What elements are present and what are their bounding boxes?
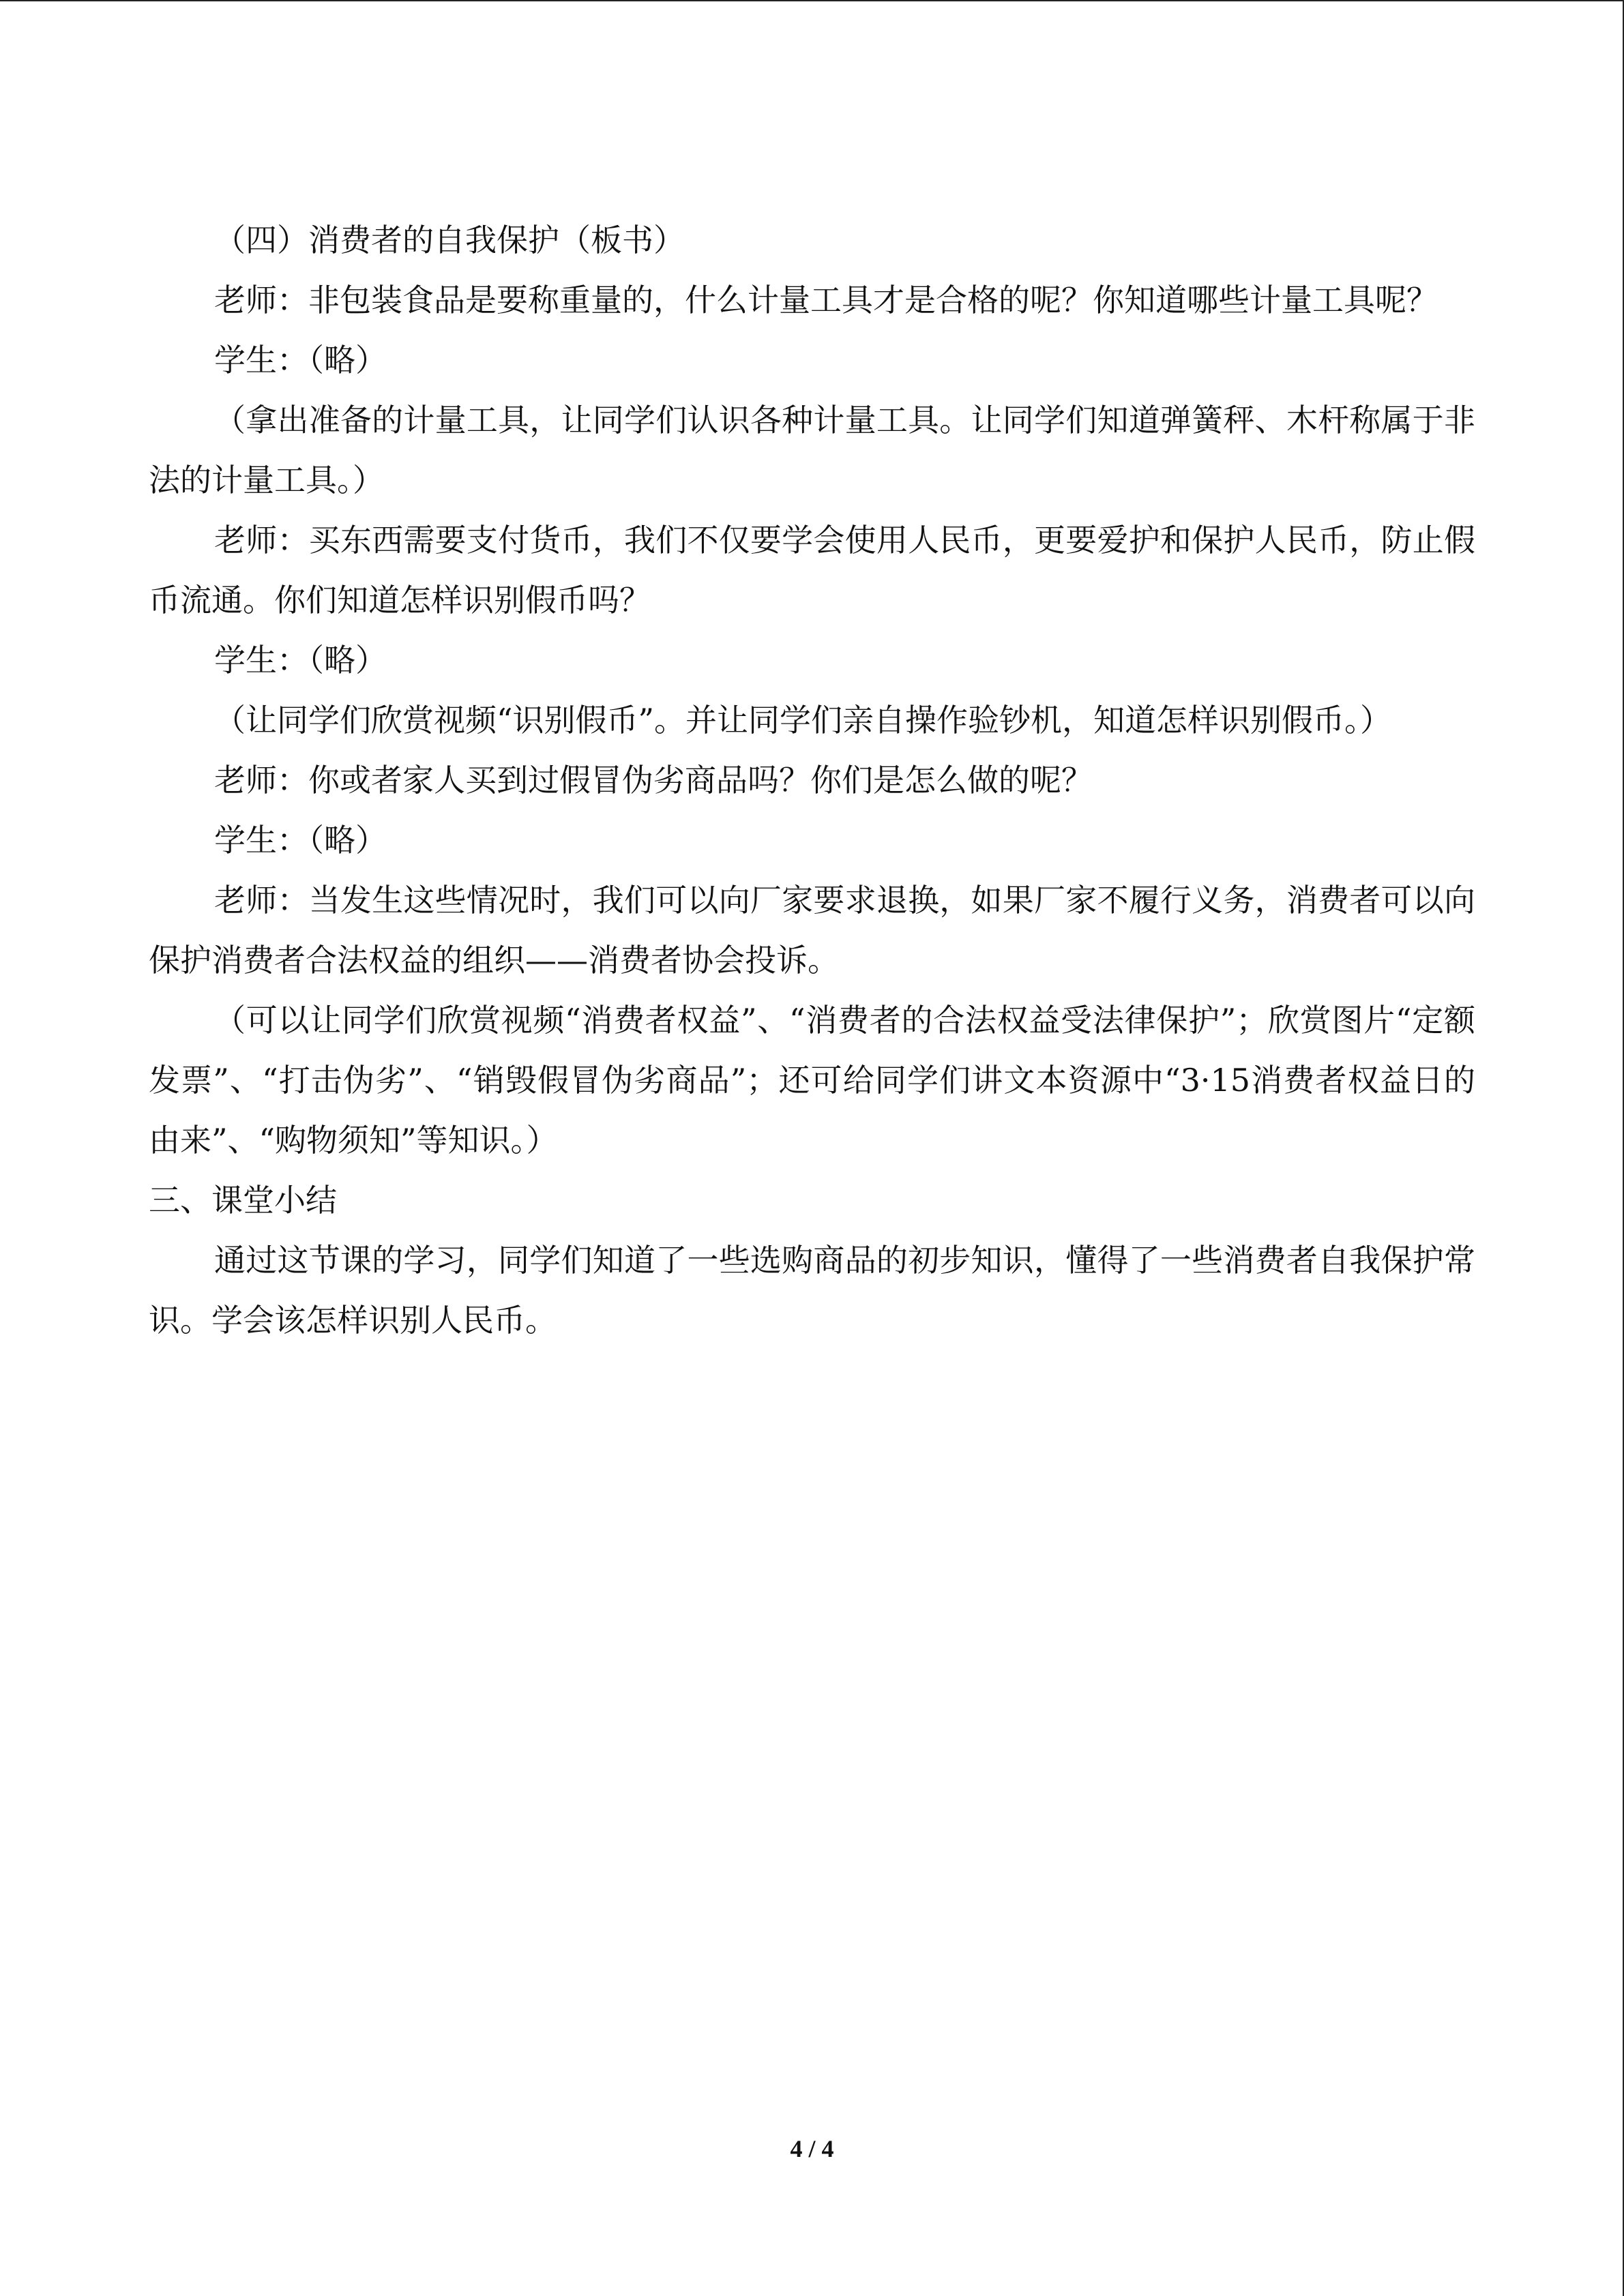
teacher-paragraph: 老师：买东西需要支付货币，我们不仅要学会使用人民币，更要爱护和保护人民币，防止假币流通。你们知道怎样识别假币吗？ <box>149 522 1475 618</box>
summary-heading: 三、课堂小结 <box>149 1182 337 1219</box>
student-paragraph: 学生：（略） <box>214 822 387 859</box>
page-number: 4 / 4 <box>790 2135 834 2162</box>
student-paragraph: 学生：（略） <box>214 342 387 378</box>
note-paragraph: （拿出准备的计量工具，让同学们认识各种计量工具。让同学们知道弹簧秤、木杆称属于非法的计量工具。） <box>149 402 1475 498</box>
student-paragraph: 学生：（略） <box>214 642 387 679</box>
teacher-paragraph: 老师：当发生这些情况时，我们可以向厂家要求退换，如果厂家不履行义务，消费者可以向保护消费者合法权益的组织——消费者协会投诉。 <box>149 882 1475 979</box>
teacher-paragraph: 老师：你或者家人买到过假冒伪劣商品吗？你们是怎么做的呢？ <box>214 762 1093 799</box>
section-heading: （四）消费者的自我保护（板书） <box>214 222 685 258</box>
document-body <box>149 210 1475 1350</box>
summary-paragraph: 通过这节课的学习，同学们知道了一些选购商品的初步知识，懂得了一些消费者自我保护常识。学会该怎样识别人民币。 <box>149 1242 1475 1339</box>
note-paragraph: （让同学们欣赏视频“识别假币”。并让同学们亲自操作验钞机，知道怎样识别假币。） <box>214 702 1392 739</box>
teacher-paragraph: 老师：非包装食品是要称重量的，什么计量工具才是合格的呢？你知道哪些计量工具呢？ <box>214 282 1438 318</box>
note-paragraph: （可以让同学们欣赏视频“消费者权益”、“消费者的合法权益受法律保护”；欣赏图片“定额发票”、“打击伪劣”、“销毁假冒伪劣商品”；还可给同学们讲文本资源中“3·15消费者权益日的由来”、“购物须知”等知识。） <box>149 1002 1475 1159</box>
